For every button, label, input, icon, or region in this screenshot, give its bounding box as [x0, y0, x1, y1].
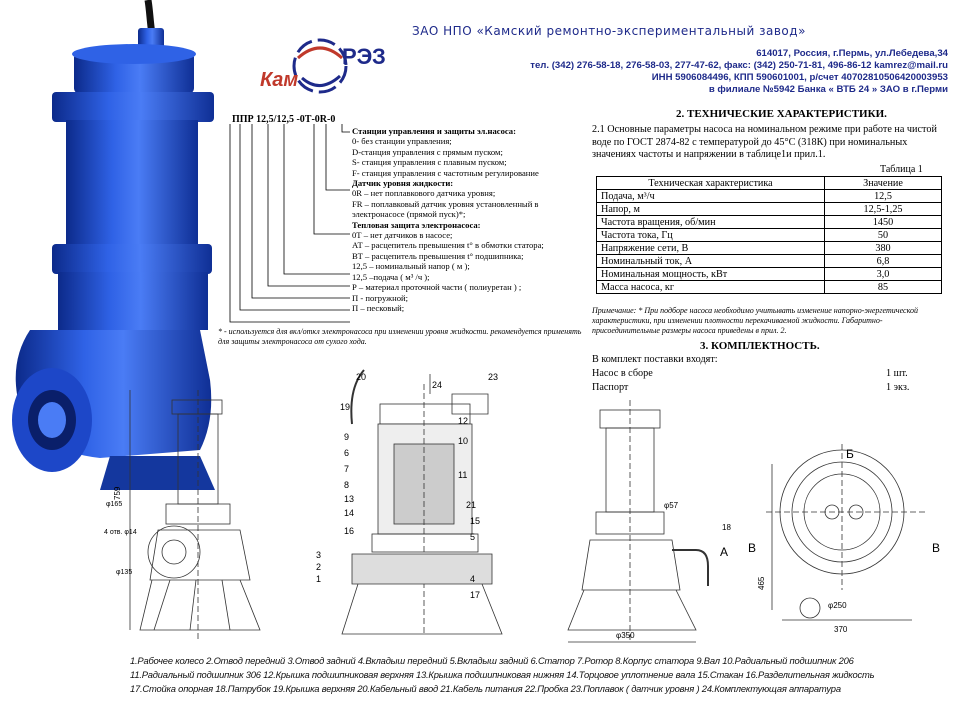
part-label: 17 [470, 590, 481, 600]
legend-line: АТ – расцепитель превышения t° в обмотки статора; [352, 240, 544, 251]
kit-item-name: Паспорт [592, 382, 629, 393]
legend-line: 12,5 – номинальный напор ( м ); [352, 261, 470, 272]
drawing-plan-view [742, 440, 952, 640]
legend-line: 0R – нет поплавкового датчика уровня; [352, 188, 496, 199]
part-label: 12 [458, 416, 469, 426]
specs-table [596, 176, 942, 294]
dim-label: φ350 [616, 631, 635, 640]
part-label: 9 [344, 432, 350, 442]
drawing-section-view [312, 364, 512, 654]
specs-intro: 2.1 Основные параметры насоса на номинальном режиме при работе на чистой воде по ГОСТ 2874-82 с температурой до 45°С (318К) при номинальных значениях частоты и напряжении в таблице1и прил.1. [592, 124, 937, 161]
parts-caption-line: 17.Стойка опорная 18.Патрубок 19.Крышка верхняя 20.Кабельный ввод 21.Кабель питания 22.Пробка 23.Поплавок ( датчик уровня ) 24.Комплектующая аппаратура [130, 683, 841, 694]
dim-label: 4 отв. φ14 [104, 529, 137, 536]
spec-value: 85 [825, 281, 942, 294]
dim-label: А [720, 545, 729, 559]
table-row [597, 255, 942, 268]
dim-label: 370 [834, 625, 848, 634]
table-header-row [597, 177, 942, 190]
dim-label: φ135 [116, 569, 133, 576]
spec-name: Номинальный ток, А [597, 255, 825, 268]
spec-name: Номинальная мощность, кВт [597, 268, 825, 281]
part-label: 10 [458, 436, 469, 446]
kit-title: 3. КОМПЛЕКТНОСТЬ. [700, 340, 820, 352]
specs-note: Примечание: * При подборе насоса необходимо учитывать изменение напорно-энергетической характеристики, при изменении плотности перекачиваемой жидкости. Габаритно-присоединительные размеры насоса приведены в прил. 2. [592, 306, 919, 335]
drawing-side-view [556, 390, 746, 650]
logo-text: РЭЗ [342, 44, 386, 69]
dim-label: φ250 [828, 601, 847, 610]
spec-value: 50 [825, 229, 942, 242]
legend-line: ВТ – расцепитель превышения t° подшипника; [352, 250, 524, 261]
part-label: 11 [458, 470, 468, 480]
legend-line: FR – поплавковый датчик уровня установленный в [352, 198, 539, 209]
kit-item-name: Насос в сборе [592, 368, 653, 379]
logo-script: Кам [260, 69, 299, 91]
view-label: В [932, 541, 941, 555]
company-inn: ИНН 5906084496, КПП 590601001, р/счет 40702810506420003953 [651, 72, 948, 83]
part-label: 21 [466, 500, 477, 510]
spec-value: 1450 [825, 216, 942, 229]
part-label: 24 [432, 380, 443, 390]
table-row [597, 242, 942, 255]
dim-label: φ165 [106, 501, 123, 508]
designation-note: * - используется для вкл/откл электронасоса при изменении уровня жидкости. рекомендуется применять для защиты электронасоса от сухого хода. [218, 327, 582, 346]
legend-line: 0- без станции управления; [352, 136, 452, 147]
designation-leader-lines [222, 124, 352, 328]
part-label: 6 [344, 448, 350, 458]
logo-swirl-icon [294, 40, 346, 92]
part-label: 19 [340, 402, 351, 412]
dim-label: 18 [722, 523, 731, 532]
designation-legend [352, 126, 544, 313]
dim-label: 465 [757, 576, 766, 590]
parts-caption-line: 11.Радиальный подшипник 306 12.Крышка подшипниковая верхняя 13.Крышка подшипниковая нижняя 14.Торцовое уплотнение вала 15.Стакан 16.Разделительная жидкость [130, 669, 875, 680]
table-row [597, 216, 942, 229]
table-row [597, 190, 942, 203]
company-name: ЗАО НПО «Камский ремонтно-экспериментальный завод» [412, 24, 806, 38]
part-label: 20 [356, 372, 367, 382]
spec-name: Масса насоса, кг [597, 281, 825, 294]
legend-line: П – песковый; [352, 302, 405, 313]
legend-line: 12,5 –подача ( м³ /ч ); [352, 271, 430, 282]
legend-line: Датчик уровня жидкости: [352, 178, 454, 189]
spec-name: Частота вращения, об/мин [597, 216, 825, 229]
part-label: 16 [344, 526, 355, 536]
table-row [597, 229, 942, 242]
spec-value: 3,0 [825, 268, 942, 281]
kit-intro: В комплект поставки входят: [592, 354, 718, 365]
legend-line: D-станция управления с прямым пуском; [352, 146, 503, 157]
legend-line: S- станция управления с плавным пуском; [352, 157, 507, 168]
table-row [597, 281, 942, 294]
part-label: 5 [470, 532, 476, 542]
table-header: Техническая характеристика [597, 177, 825, 190]
part-label: 13 [344, 494, 355, 504]
dim-label: φ57 [664, 501, 679, 510]
spec-name: Частота тока, Гц [597, 229, 825, 242]
drawing-front-view [100, 380, 270, 650]
spec-value: 12,5-1,25 [825, 203, 942, 216]
company-bank: в филиале №5942 Банка « ВТБ 24 » ЗАО в г.Перми [708, 84, 948, 95]
legend-line: П - погружной; [352, 292, 408, 303]
legend-line: Тепловая защита электронасоса: [352, 219, 481, 230]
specs-title: 2. ТЕХНИЧЕСКИЕ ХАРАКТЕРИСТИКИ. [676, 108, 887, 120]
part-label: 2 [316, 562, 322, 572]
company-phones: тел. (342) 276-58-18, 276-58-03, 277-47-62, факс: (342) 250-71-81, 496-86-12 kamrez@mail.ru [530, 60, 948, 71]
part-label: 7 [344, 464, 350, 474]
table-header: Значение [825, 177, 942, 190]
part-label: 15 [470, 516, 481, 526]
part-label: 8 [344, 480, 350, 490]
table-row [597, 268, 942, 281]
spec-value: 12,5 [825, 190, 942, 203]
kit-item-qty: 1 шт. [886, 368, 908, 379]
parts-caption-line: 1.Рабочее колесо 2.Отвод передний 3.Отвод задний 4.Вкладыш передний 5.Вкладыш задний 6.Статор 7.Ротор 8.Корпус статора 9.Вал 10.Радиальный подшипник 206 [130, 655, 854, 666]
view-label: Б [846, 447, 854, 461]
part-label: 23 [488, 372, 499, 382]
company-address: 614017, Россия, г.Пермь, ул.Лебедева,34 [756, 48, 948, 59]
legend-line: Станции управления и защиты эл.насоса: [352, 126, 516, 136]
part-label: 4 [470, 574, 476, 584]
legend-line: электронасосе (прямой пуск)*; [352, 209, 466, 220]
part-label: 14 [344, 508, 355, 518]
designation-code: ППР 12,5/12,5 -0Т-0R-0 [232, 114, 336, 125]
part-label: 3 [316, 550, 322, 560]
kit-item-qty: 1 экз. [886, 382, 910, 393]
legend-line: F- станция управления с частотным регулирование [352, 167, 539, 178]
spec-value: 6,8 [825, 255, 942, 268]
view-label: В [748, 541, 757, 555]
spec-name: Подача, м³/ч [597, 190, 825, 203]
dim-label: 759 [113, 486, 122, 500]
spec-name: Напор, м [597, 203, 825, 216]
table-caption: Таблица 1 [880, 164, 923, 175]
spec-value: 380 [825, 242, 942, 255]
company-logo [258, 28, 406, 102]
table-row [597, 203, 942, 216]
part-label: 1 [316, 574, 322, 584]
legend-line: 0Т – нет датчиков в насосе; [352, 230, 453, 241]
legend-line: Р – материал проточной части ( полиуретан ) ; [352, 282, 522, 293]
spec-name: Напряжение сети, В [597, 242, 825, 255]
